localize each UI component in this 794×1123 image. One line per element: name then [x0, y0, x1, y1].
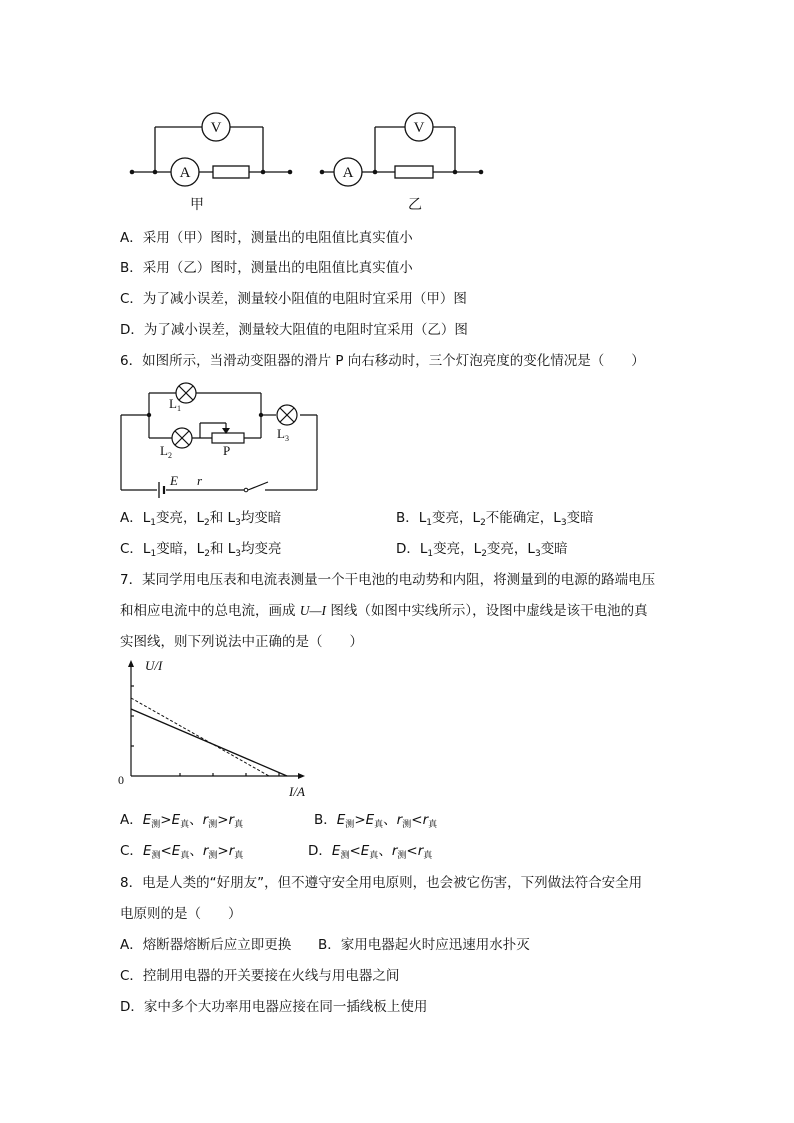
q6-option-d: D．$L_1$变亮，$L_2$变亮，$L_3$变暗	[396, 541, 568, 559]
q6-stem: 6．如图所示，当滑动变阻器的滑片 P 向右移动时，三个灯泡亮度的变化情况是（ ）	[120, 353, 645, 369]
circuit-figure-q6	[118, 378, 328, 493]
q5-option-d: D．为了减小误差，测量较大阻值的电阻时宜采用（乙）图	[120, 322, 468, 338]
q7-stem-line2: 和相应电流中的总电流，画成 U—I 图线（如图中实线所示），设图中虚线是该干电池的真	[120, 603, 648, 619]
q8-stem-line1: 8．电是人类的“好朋友”，但不遵守安全用电原则，也会被它伤害，下列做法符合安全用	[120, 875, 643, 891]
slider-p-label: P	[223, 443, 231, 458]
emf-e-label: E	[170, 473, 178, 488]
figure-label-yi: 乙	[408, 197, 422, 213]
internal-r-label: r	[197, 473, 203, 488]
voltmeter-label: V	[210, 120, 222, 136]
q5-option-b: B．采用（乙）图时，测量出的电阻值比真实值小	[120, 260, 413, 276]
q7-option-c: C．$E_测<E_真$、$r_测>r_真$	[120, 843, 244, 861]
lamp-l2-label: $L_2$	[160, 443, 172, 460]
graph-x-label: I/A	[289, 784, 305, 799]
q5-option-a: A．采用（甲）图时，测量出的电阻值比真实值小	[120, 230, 413, 246]
ammeter-label: A	[179, 165, 191, 181]
graph-y-label: U/I	[145, 658, 163, 673]
q7-option-d: D．$E_测<E_真$、$r_测<r_真$	[308, 843, 433, 861]
q8-option-c: C．控制用电器的开关要接在火线与用电器之间	[120, 968, 400, 984]
q8-option-a: A．熔断器熔断后应立即更换	[120, 937, 292, 953]
ui-graph-q7	[115, 658, 315, 798]
q7-option-a: A．$E_测>E_真$、$r_测>r_真$	[120, 812, 244, 830]
voltmeter-label: V	[413, 120, 425, 136]
q6-option-c: C．$L_1$变暗，$L_2$和 $L_3$均变亮	[120, 541, 282, 559]
figure-label-jia: 甲	[190, 197, 204, 213]
q5-option-c: C．为了减小误差，测量较小阻值的电阻时宜采用（甲）图	[120, 291, 467, 307]
q7-option-b: B．$E_测>E_真$、$r_测<r_真$	[314, 812, 438, 830]
q6-option-b: B．$L_1$变亮，$L_2$不能确定，$L_3$变暗	[396, 510, 594, 528]
lamp-l1-label: $L_1$	[169, 396, 181, 413]
q8-stem-line2: 电原则的是（ ）	[120, 906, 242, 922]
graph-origin-label: 0	[118, 773, 124, 787]
circuit-figure-yi	[315, 110, 515, 200]
q6-option-a: A．$L_1$变亮，$L_2$和 $L_3$均变暗	[120, 510, 282, 528]
lamp-l3-label: $L_3$	[277, 426, 289, 443]
q7-stem-line1: 7．某同学用电压表和电流表测量一个干电池的电动势和内阻，将测量到的电源的路端电压	[120, 572, 656, 588]
q7-stem-line3: 实图线，则下列说法中正确的是（ ）	[120, 634, 363, 650]
q8-option-b: B．家用电器起火时应迅速用水扑灭	[318, 937, 530, 953]
q8-option-d: D．家中多个大功率用电器应接在同一插线板上使用	[120, 999, 428, 1015]
ammeter-label: A	[342, 165, 354, 181]
